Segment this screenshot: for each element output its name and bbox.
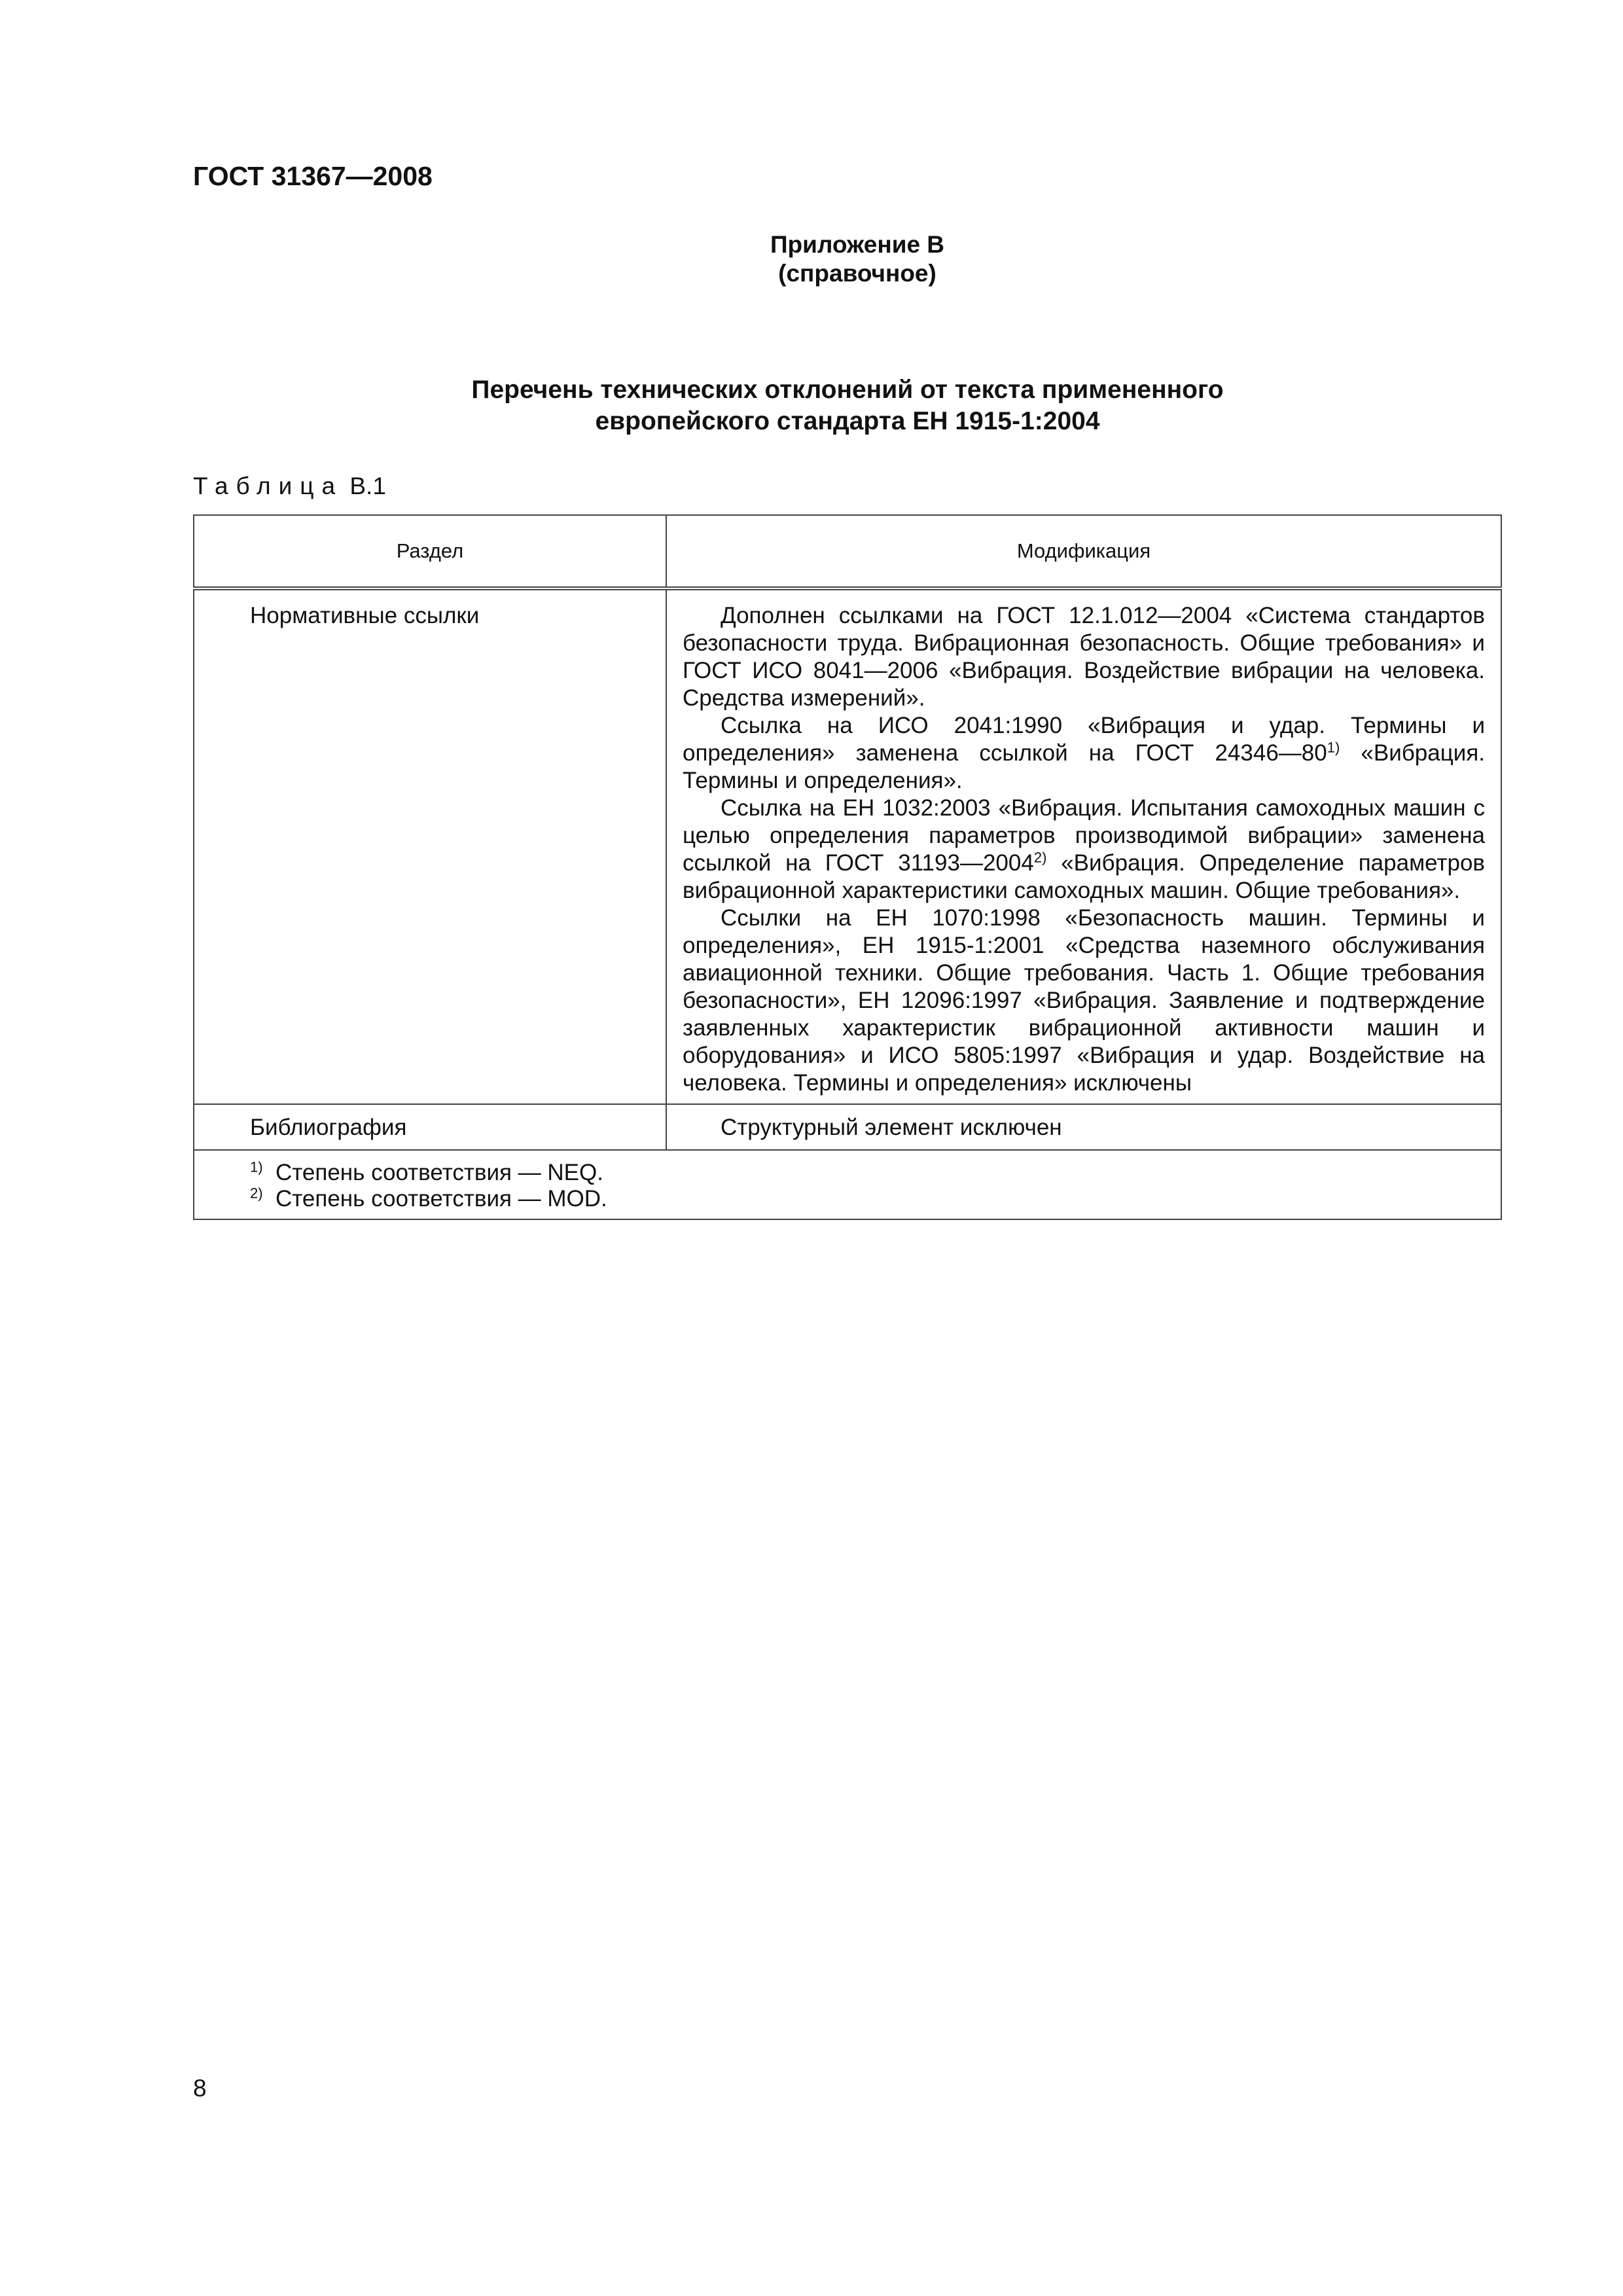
table-notes-row — [194, 1150, 1501, 1219]
paragraph-text: Ссылка на ЕН 1032:2003 «Вибрация. Испытания самоходных машин с целью определения параметров производимой вибрации» заменена ссылкой на ГОСТ 31193—2004 — [683, 795, 1485, 876]
page-number: 8 — [193, 2075, 207, 2102]
footnote-1 — [250, 1160, 1488, 1186]
paragraph-text: Ссылка на ИСО 2041:1990 «Вибрация и удар. Термины и определения» заменена ссылкой на ГОСТ 24346—80 — [683, 713, 1485, 766]
table-footnotes — [194, 1150, 1501, 1219]
paragraph-text: «Вибрация. Термины и определения». — [683, 740, 1485, 793]
paragraph-text: «Вибрация. Определение параметров вибрационной характеристики самоходных машин. Общие требования». — [683, 850, 1485, 903]
row-modification-bibliography: Структурный элемент исключен — [666, 1104, 1501, 1150]
appendix-heading — [681, 230, 1034, 288]
section-title-line-2: европейского стандарта ЕН 1915-1:2004 — [595, 407, 1100, 435]
modification-paragraph — [683, 795, 1485, 905]
footnote-mark: 1) — [250, 1158, 263, 1175]
header-section: Раздел — [194, 515, 666, 588]
row-modification-normative-references — [666, 588, 1501, 1104]
row-section-normative-references: Нормативные ссылки — [194, 588, 666, 1104]
document-id: ГОСТ 31367—2008 — [193, 161, 433, 191]
table-label-number: В.1 — [349, 473, 386, 499]
footnote-ref: 1) — [1327, 739, 1340, 756]
table-row — [194, 588, 1501, 1104]
modification-paragraph: Дополнен ссылками на ГОСТ 12.1.012—2004 «Система стандартов безопасности труда. Вибрационная безопасность. Общие требования» и ГОСТ ИСО 8041—2006 «Вибрация. Воздействие вибрации на человека. Средства измерений». — [683, 603, 1485, 711]
section-title — [366, 374, 1329, 437]
appendix-type: (справочное) — [778, 260, 936, 287]
table-label-word: Таблица — [193, 473, 344, 499]
table-row — [194, 1104, 1501, 1150]
row-section-bibliography: Библиография — [194, 1104, 666, 1150]
footnote-text: Степень соответствия — MOD. — [276, 1186, 607, 1211]
table-header-row — [194, 515, 1501, 588]
table-label — [193, 473, 386, 500]
appendix-label: Приложение В — [770, 231, 945, 258]
modification-paragraph: Ссылки на ЕН 1070:1998 «Безопасность машин. Термины и определения», ЕН 1915-1:2001 «Средства наземного обслуживания авиационной техники. Общие требования. Часть 1. Общие требования безопасности», ЕН 12096:1997 «Вибрация. Заявление и подтверждение заявленных характеристик вибрационной активности машин и оборудования» и ИСО 5805:1997 «Вибрация и удар. Воздействие на человека. Термины и определения» исключены — [683, 905, 1485, 1096]
modification-paragraph — [683, 712, 1485, 795]
footnote-ref: 2) — [1033, 849, 1047, 866]
footnote-mark: 2) — [250, 1185, 263, 1202]
deviations-table — [193, 514, 1502, 1220]
header-modification: Модификация — [666, 515, 1501, 588]
footnote-text: Степень соответствия — NEQ. — [276, 1160, 603, 1185]
footnote-2 — [250, 1186, 1488, 1212]
section-title-line-1: Перечень технических отклонений от текста примененного — [471, 376, 1224, 404]
